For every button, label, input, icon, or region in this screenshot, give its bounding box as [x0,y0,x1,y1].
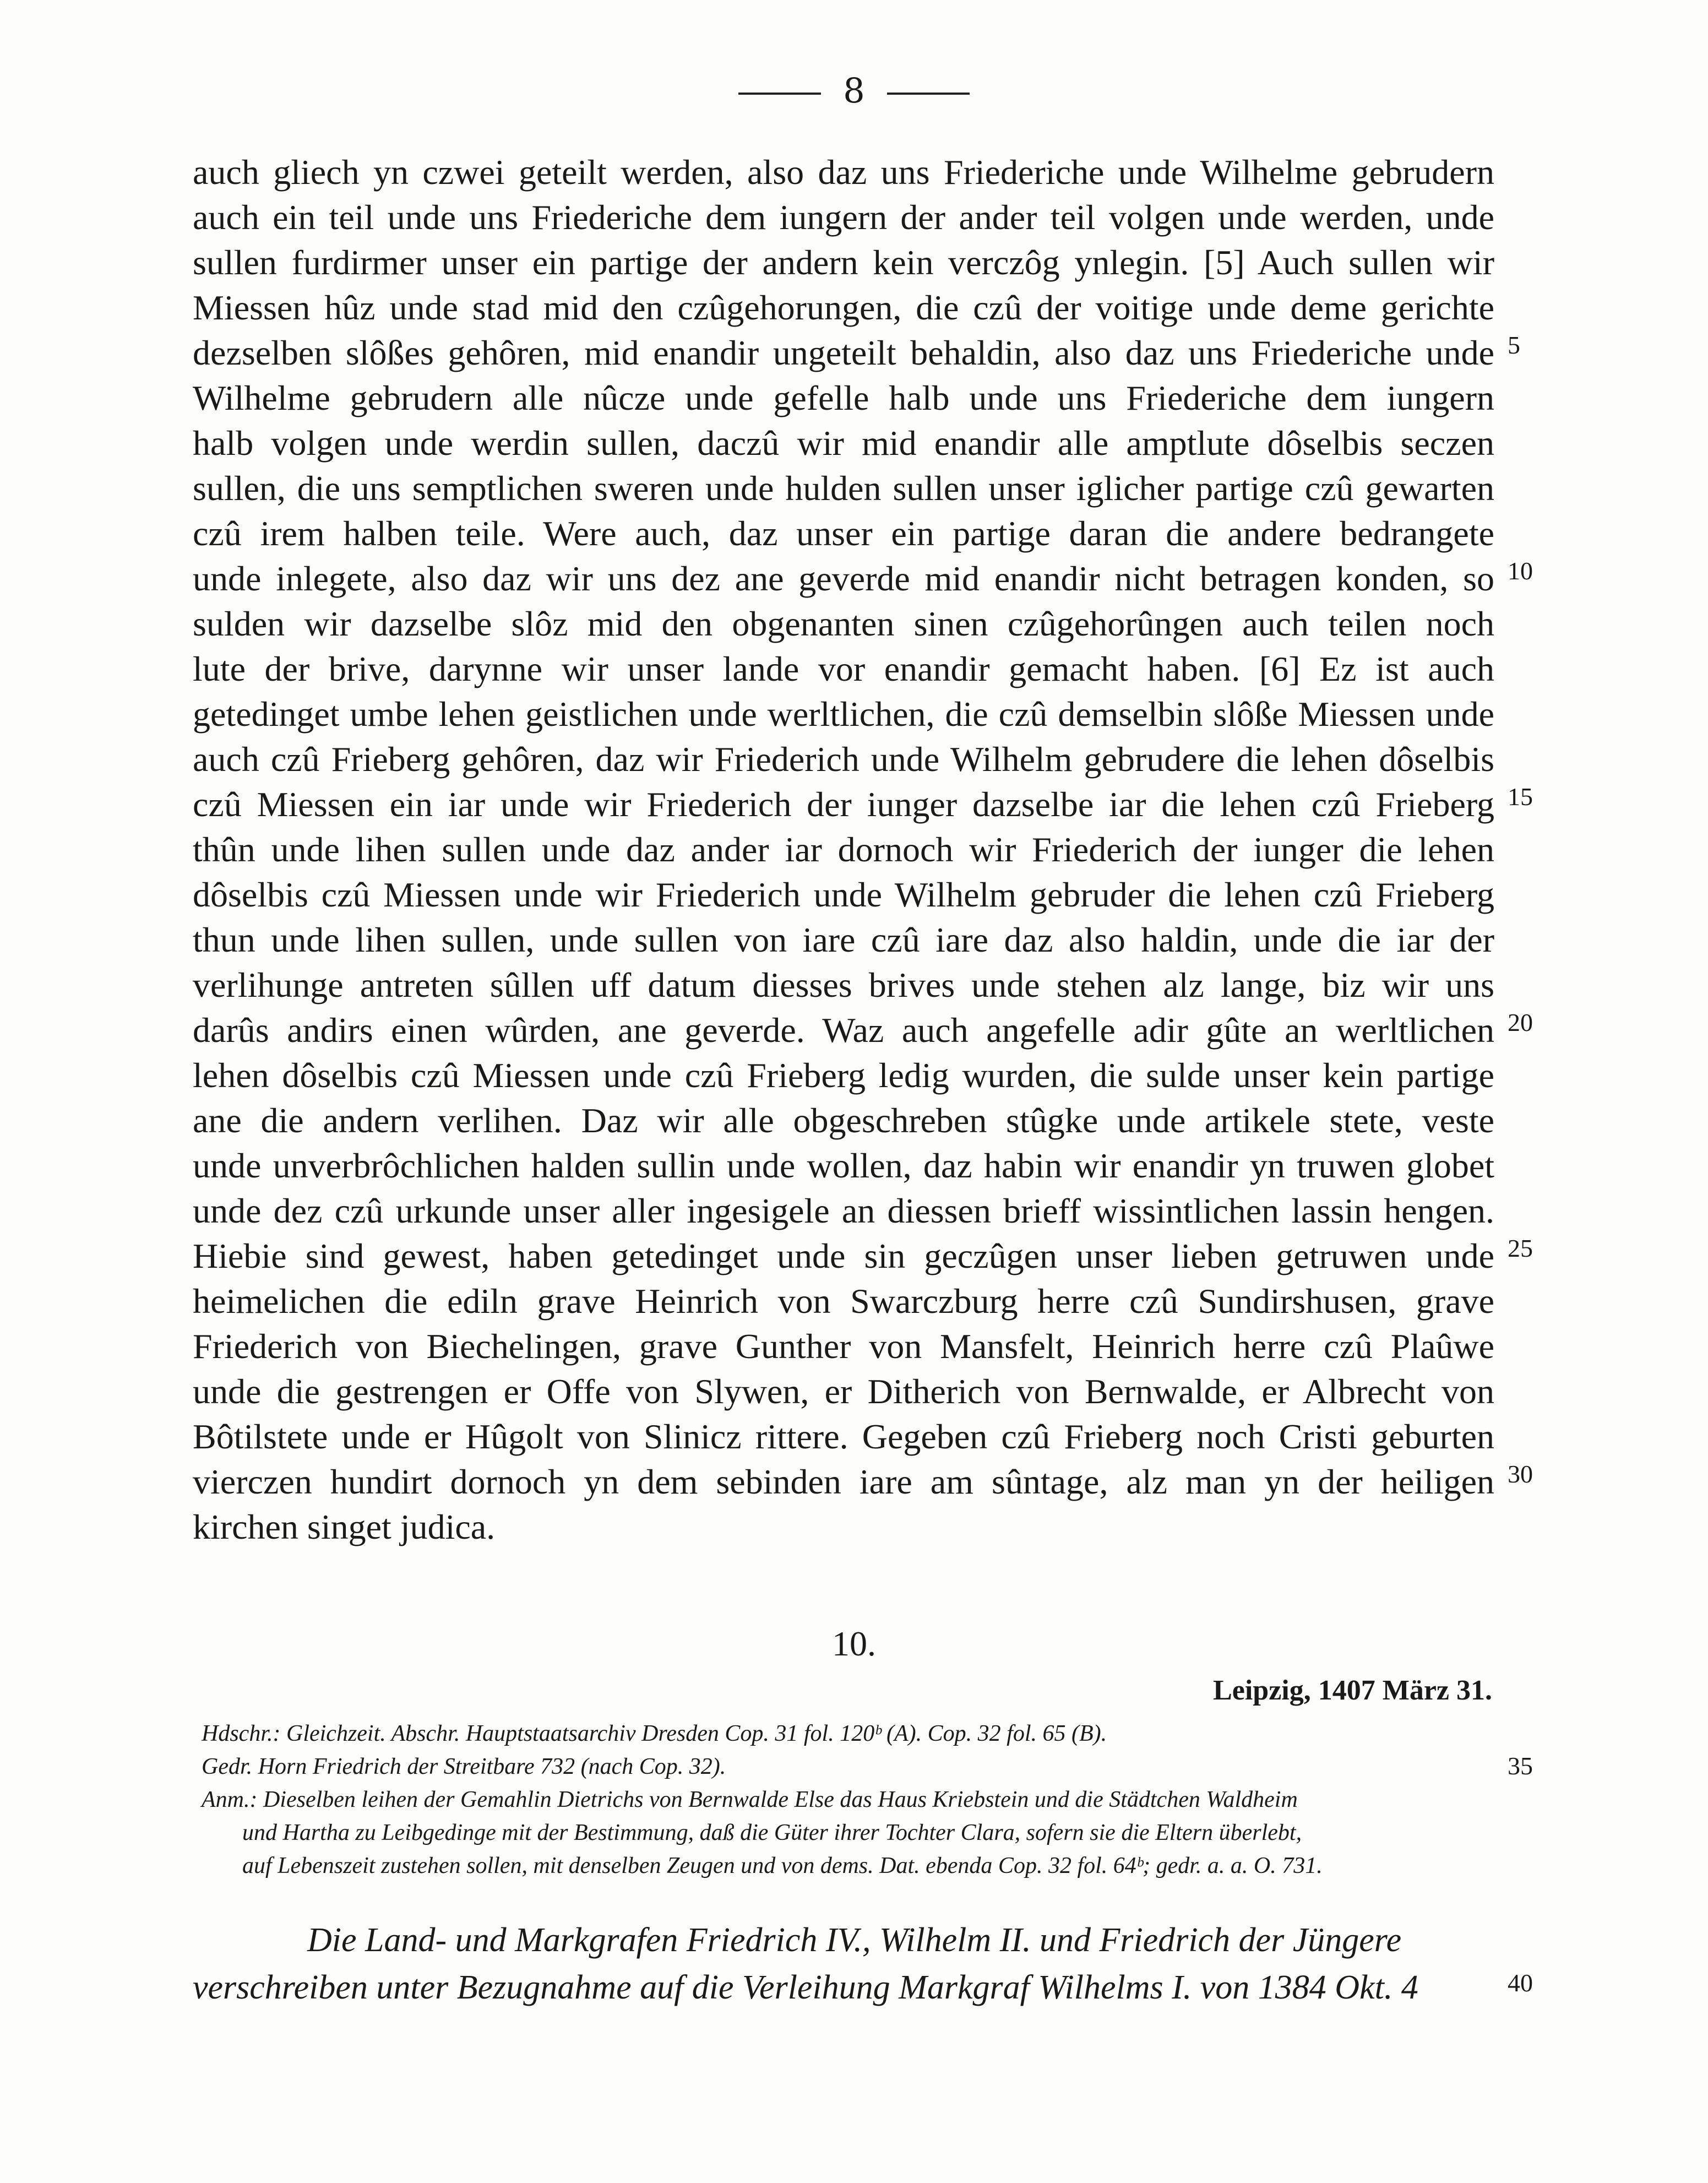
text-line: Bôtilstete unde er Hûgolt von Slinicz rittere. Gegeben czû Frieberg noch Cristi geburten [193,1417,1494,1456]
text-line: unde unverbrôchlichen halden sullin unde wollen, daz habin wir enandir yn truwen globet [193,1146,1494,1185]
text-line: heimelichen die ediln grave Heinrich von Swarczburg herre czû Sundirshusen, grave [193,1281,1494,1321]
text-line: unde die gestrengen er Offe von Slywen, er Ditherich von Bernwalde, er Albrecht von [193,1372,1494,1411]
text-line: unde dez czû urkunde unser aller ingesigele an diessen brieff wissintlichen lassin hengen. [193,1191,1494,1230]
summary-line: Die Land- und Markgrafen Friedrich IV., Wilhelm II. und Friedrich der Jüngere [307,1921,1402,1959]
page-number-header [0,70,1708,111]
line-number: 30 [1508,1460,1533,1488]
apparatus-line: und Hartha zu Leibgedinge mit der Bestimmung, daß die Güter ihrer Tochter Clara, sofern sie die Eltern überlebt, [242,1820,1302,1845]
apparatus-line: Hdschr.: Gleichzeit. Abschr. Hauptstaatsarchiv Dresden Cop. 31 fol. 120ᵇ (A). Cop. 32 fol. 65 (B). [202,1721,1107,1746]
text-line: vierczen hundirt dornoch yn dem sebinden iare am sûntage, alz man yn der heiligen [193,1462,1494,1501]
text-line: auch czû Frieberg gehôren, daz wir Friederich unde Wilhelm gebrudere die lehen dôselbis [193,740,1494,779]
text-line: sulden wir dazselbe slôz mid den obgenanten sinen czûgehorûngen auch teilen noch [193,604,1494,643]
line-number: 5 [1508,331,1520,359]
text-line: thûn unde lihen sullen unde daz ander iar dornoch wir Friederich der iunger die lehen [193,830,1494,869]
summary-line: verschreiben unter Bezugnahme auf die Verleihung Markgraf Wilhelms I. von 1384 Okt. 4 [193,1969,1418,2006]
apparatus-line: Anm.: Dieselben leihen der Gemahlin Dietrichs von Bernwalde Else das Haus Kriebstein und die Städtchen Waldheim [202,1787,1298,1812]
text-line: kirchen singet judica. [193,1507,496,1546]
text-line: getedinget umbe lehen geistlichen unde werltlichen, die czû demselbin slôße Miessen unde [193,694,1494,734]
text-line: thun unde lihen sullen, unde sullen von iare czû iare daz also haldin, unde die iar der [193,920,1494,959]
page-number: 8 [843,70,865,111]
text-line: verlihunge antreten sûllen uff datum diesses brives unde stehen alz lange, biz wir uns [193,965,1494,1004]
text-line: Friederich von Biechelingen, grave Gunther von Mansfelt, Heinrich herre czû Plaûwe [193,1327,1494,1366]
text-line: darûs andirs einen wûrden, ane geverde. Waz auch angefelle adir gûte an werltlichen [193,1011,1494,1050]
text-line: auch gliech yn czwei geteilt werden, also daz uns Friederiche unde Wilhelme gebrudern [193,153,1494,192]
text-line: dezselben slôßes gehôren, mid enandir ungeteilt behaldin, also daz uns Friederiche unde [193,333,1494,372]
header-rule-right [887,93,970,95]
text-line: Wilhelme gebrudern alle nûcze unde gefelle halb unde uns Friederiche dem iungern [193,378,1494,417]
text-line: sullen, die uns semptlichen sweren unde hulden sullen unser iglicher partige czû gewarten [193,469,1494,508]
document-number: 10. [832,1624,876,1663]
text-line: auch ein teil unde uns Friederiche dem iungern der ander teil volgen unde werden, unde [193,198,1494,237]
line-number: 40 [1508,1969,1533,1997]
place-date: Leipzig, 1407 März 31. [1213,1675,1492,1706]
apparatus-line: Gedr. Horn Friedrich der Streitbare 732 (nach Cop. 32). [202,1754,726,1779]
apparatus-line: auf Lebenszeit zustehen sollen, mit denselben Zeugen und von dems. Dat. ebenda Cop. 32 fol. 64ᵇ; gedr. a. a. O. 731. [242,1853,1323,1878]
text-line: unde inlegete, also daz wir uns dez ane geverde mid enandir nicht betragen konden, so [193,559,1494,598]
header-rule-left [738,93,821,95]
text-line: lute der brive, darynne wir unser lande vor enandir gemacht haben. [6] Ez ist auch [193,649,1494,688]
text-line: lehen dôselbis czû Miessen unde czû Frieberg ledig wurden, die sulde unser kein partige [193,1056,1494,1095]
line-number: 15 [1508,783,1533,811]
regest-summary [193,1916,1494,2011]
text-line: ane die andern verlihen. Daz wir alle obgeschreben stûgke unde artikele stete, veste [193,1101,1494,1140]
text-line: czû irem halben teile. Were auch, daz unser ein partige daran die andere bedrangete [193,514,1494,553]
line-number: 35 [1508,1752,1533,1780]
text-line: sullen furdirmer unser ein partige der andern kein verczôg ynlegin. [5] Auch sullen wir [193,243,1494,282]
line-number: 20 [1508,1008,1533,1036]
text-line: dôselbis czû Miessen unde wir Friederich unde Wilhelm gebruder die lehen czû Frieberg [193,875,1494,914]
charter-text [193,150,1494,1550]
critical-apparatus [202,1717,1495,1882]
line-number: 25 [1508,1234,1533,1262]
text-line: Hiebie sind gewest, haben getedinget unde sin geczûgen unser lieben getruwen unde [193,1236,1494,1275]
text-line: Miessen hûz unde stad mid den czûgehorungen, die czû der voitige unde deme gerichte [193,288,1494,327]
line-number: 10 [1508,557,1533,585]
text-line: czû Miessen ein iar unde wir Friederich der iunger dazselbe iar die lehen czû Frieberg [193,785,1494,824]
text-line: halb volgen unde werdin sullen, daczû wir mid enandir alle amptlute dôselbis seczen [193,423,1494,463]
